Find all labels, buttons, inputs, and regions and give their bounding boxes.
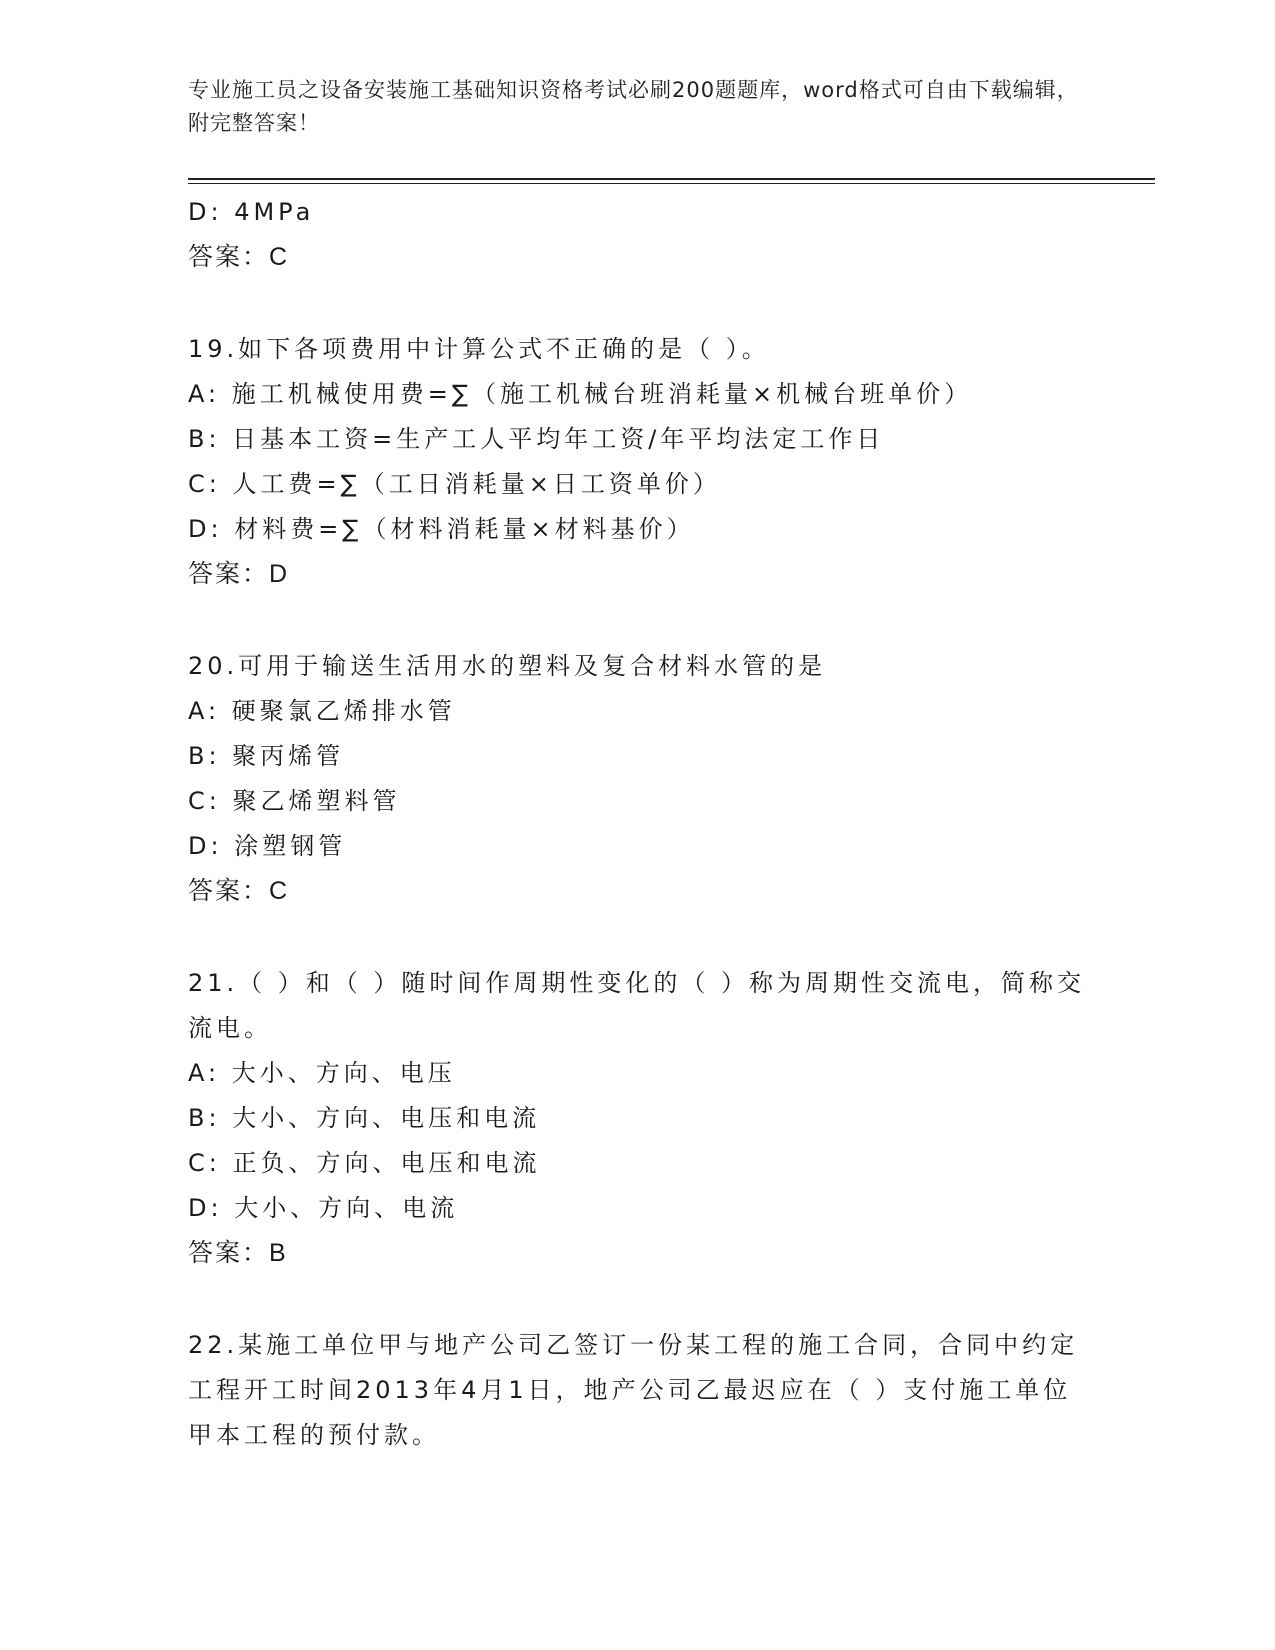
answer: 答案：C [188, 877, 290, 905]
option-b: B: 日基本工资=生产工人平均年工资/年平均法定工作日 [188, 425, 885, 453]
answer: 答案：C [188, 243, 290, 271]
page-header [188, 74, 1088, 140]
question-stem: 21.（ ）和（ ）随时间作周期性变化的（ ）称为周期性交流电，简称交流电。 [188, 969, 1086, 1042]
question-stem: 19.如下各项费用中计算公式不正确的是（ ）。 [188, 335, 770, 363]
option-c: C: 聚乙烯塑料管 [188, 787, 401, 815]
prev-question-tail [188, 190, 1088, 280]
option-c: C: 正负、方向、电压和电流 [188, 1149, 541, 1177]
option-a: A: 硬聚氯乙烯排水管 [188, 697, 456, 725]
question-22 [188, 1323, 1088, 1458]
header-title: 专业施工员之设备安装施工基础知识资格考试必刷200题题库，word格式可自由下载编辑，附完整答案！ [188, 78, 1079, 135]
option-a: A: 施工机械使用费=∑（施工机械台班消耗量×机械台班单价） [188, 380, 973, 408]
option-a: A: 大小、方向、电压 [188, 1059, 456, 1087]
option-b: B: 聚丙烯管 [188, 742, 345, 770]
option-d: D: 涂塑钢管 [188, 832, 347, 860]
question-20 [188, 644, 1088, 914]
question-19 [188, 327, 1088, 597]
header-divider [188, 178, 1155, 180]
answer: 答案：B [188, 1239, 288, 1267]
document-body [188, 190, 1088, 1458]
option-d: D: 4MPa [188, 198, 315, 226]
option-b: B: 大小、方向、电压和电流 [188, 1104, 541, 1132]
question-stem: 20.可用于输送生活用水的塑料及复合材料水管的是 [188, 652, 827, 680]
header-divider-thin [188, 183, 1155, 184]
option-c: C: 人工费=∑（工日消耗量×日工资单价） [188, 470, 721, 498]
answer: 答案：D [188, 560, 290, 588]
question-stem: 22.某施工单位甲与地产公司乙签订一份某工程的施工合同，合同中约定工程开工时间2013年4月1日，地产公司乙最迟应在（ ）支付施工单位甲本工程的预付款。 [188, 1331, 1079, 1449]
option-d: D: 材料费=∑（材料消耗量×材料基价） [188, 515, 695, 543]
option-d: D: 大小、方向、电流 [188, 1194, 459, 1222]
question-21 [188, 961, 1088, 1276]
